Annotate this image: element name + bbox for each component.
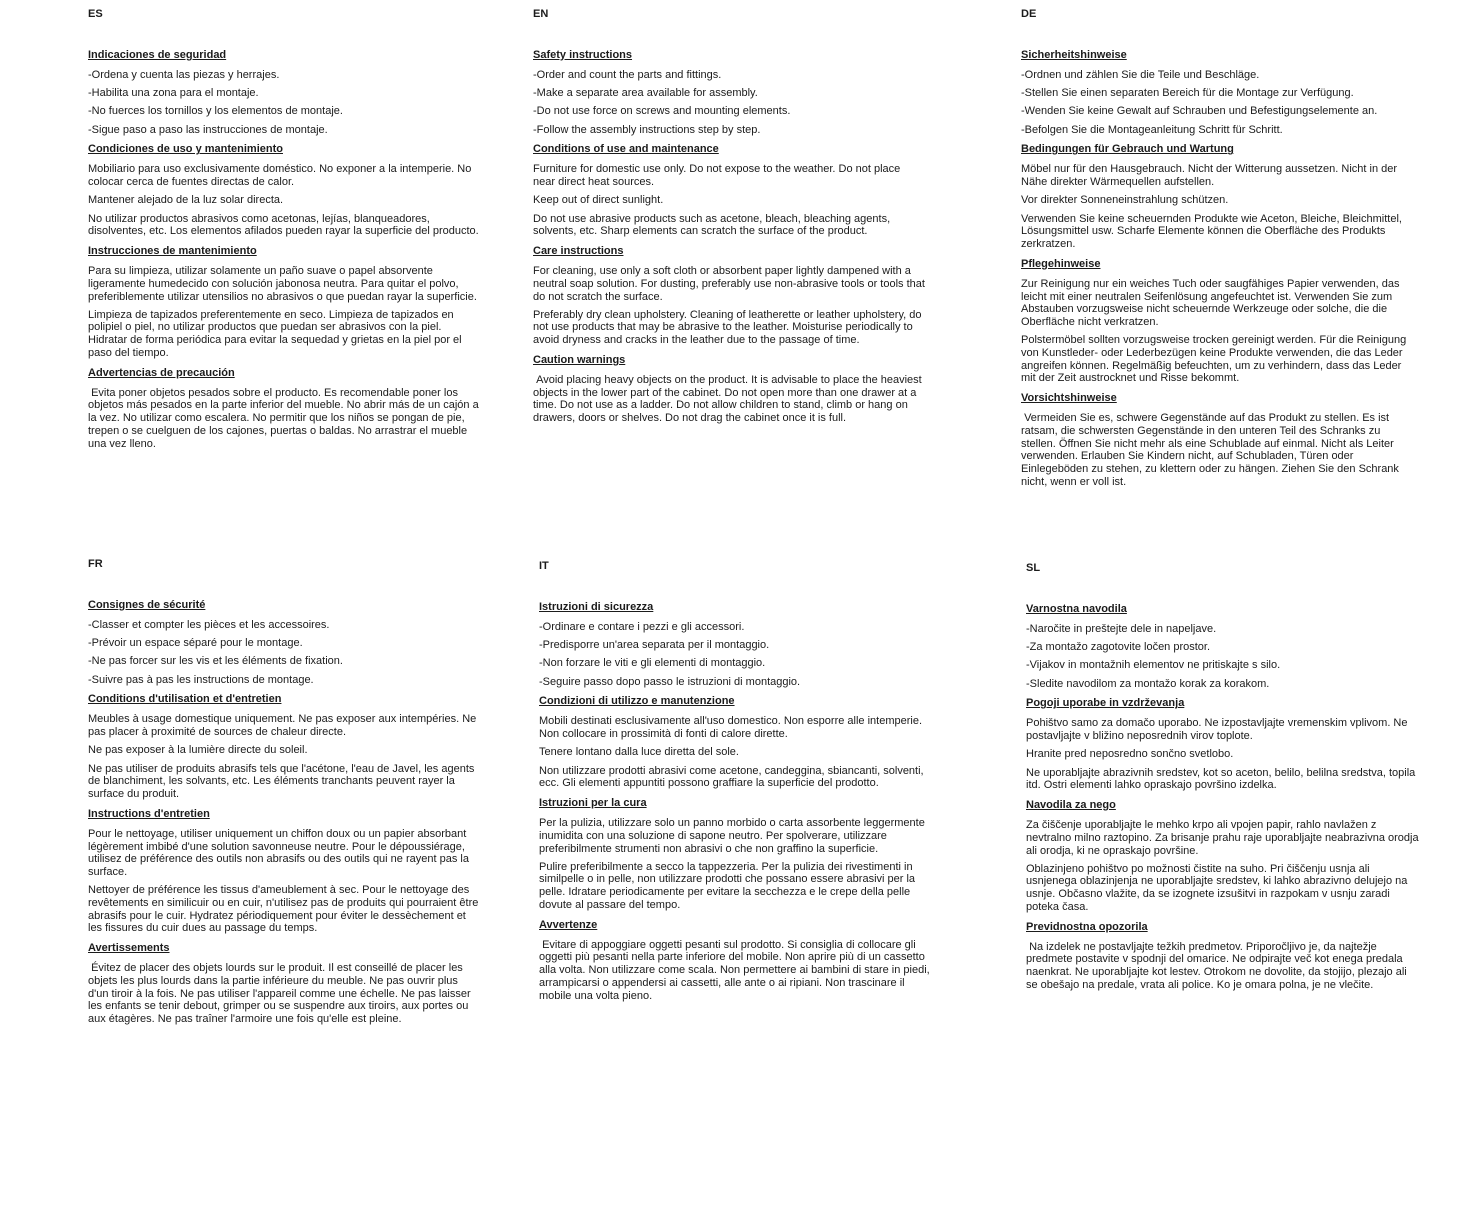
lang-section-sl	[1026, 562, 1420, 997]
body-paragraph: Non utilizzare prodotti abrasivi come acetone, candeggina, sbiancanti, solventi, ecc. Gli elementi appuntiti possono graffiare la superficie del prodotto.	[539, 764, 927, 790]
body-paragraph: No utilizar productos abrasivos como acetonas, lejías, blanqueadores, disolventes, etc. Los elementos afilados pueden rayar la superficie del producto.	[88, 212, 479, 238]
section-heading: Caution warnings	[533, 353, 626, 366]
body-paragraph: Évitez de placer des objets lourds sur le produit. Il est conseillé de placer les objets les plus lourds dans la partie inférieure du meuble. Ne pas ouvrir plus d'un tiroir à la fois. Ne pas utiliser l'appareil comme une échelle. Ne pas laisser les enfants se tenir debout, grimper ou se suspendre aux tiroirs, aux portes ou aux étagères. Ne pas traîner l'armoire une fois qu'elle est pleine.	[88, 962, 474, 1025]
body-paragraph: Za čiščenje uporabljajte le mehko krpo ali vpojen papir, rahlo navlažen z nevtralno milno raztopino. Za brisanje prahu raje uporabljajte neabrazivna orodja ali orodja, ki ne opraskajo površine.	[1026, 819, 1422, 857]
body-paragraph: -No fuerces los tornillos y los elementos de montaje.	[88, 105, 343, 118]
body-paragraph: Na izdelek ne postavljajte težkih predmetov. Priporočljivo je, da najtežje predmete postavite v spodnji del omarice. Ne odpirajte več kot enega predala naenkrat. Ne uporabljajte kot lestev. Otrokom ne dovolite, da stojijo, plezajo ali se obešajo na predale, vrata ali police. Ko je omara polna, je ne vlečite.	[1026, 940, 1410, 991]
language-code-label: EN	[533, 8, 549, 20]
section-heading: Navodila za nego	[1026, 798, 1116, 811]
section-heading: Avertissements	[88, 941, 170, 954]
lang-section-de	[1021, 8, 1415, 494]
body-paragraph: -Za montažo zagotovite ločen prostor.	[1026, 641, 1211, 654]
body-paragraph: Do not use abrasive products such as acetone, bleach, bleaching agents, solvents, etc. Sharp elements can scratch the surface of the product.	[533, 212, 894, 238]
body-paragraph: -Do not use force on screws and mounting elements.	[533, 105, 791, 118]
section-heading: Avvertenze	[539, 918, 598, 931]
body-paragraph: Furniture for domestic use only. Do not expose to the weather. Do not place near direct heat sources.	[533, 163, 904, 189]
language-code-label: IT	[539, 560, 549, 572]
body-paragraph: Vermeiden Sie es, schwere Gegenstände auf das Produkt zu stellen. Es ist ratsam, die schwersten Gegenstände in den unteren Teil des Schranks zu stellen. Öffnen Sie nicht mehr als eine Schublade auf einmal. Nicht als Leiter verwenden. Erlauben Sie Kindern nicht, auf Schubladen, Türen oder Einlegeböden zu stehen, zu klettern oder zu hängen. Ziehen Sie den Schrank nicht, wenn er voll ist.	[1021, 412, 1402, 488]
body-paragraph: -Prévoir un espace séparé pour le montage.	[88, 637, 303, 650]
language-code-label: SL	[1026, 562, 1041, 574]
section-heading: Varnostna navodila	[1026, 602, 1127, 615]
body-paragraph: Per la pulizia, utilizzare solo un panno morbido o carta assorbente leggermente inumidita con una soluzione di sapone neutro. Per spolverare, utilizzare preferibilmente strumenti non abrasivi o che non graffino la superficie.	[539, 817, 928, 855]
lang-section-fr	[88, 558, 480, 1031]
body-paragraph: Mobiliario para uso exclusivamente doméstico. No exponer a la intemperie. No colocar cerca de fuentes directas de calor.	[88, 163, 475, 189]
body-paragraph: -Sledite navodilom za montažo korak za korakom.	[1026, 677, 1270, 690]
section-heading: Vorsichtshinweise	[1021, 391, 1117, 404]
body-paragraph: Keep out of direct sunlight.	[533, 194, 664, 207]
section-heading: Instructions d'entretien	[88, 807, 210, 820]
section-heading: Istruzioni di sicurezza	[539, 600, 654, 613]
body-paragraph: Möbel nur für den Hausgebrauch. Nicht der Witterung aussetzen. Nicht in der Nähe direkter Wärmequellen aufstellen.	[1021, 163, 1401, 189]
body-paragraph: Limpieza de tapizados preferentemente en seco. Limpieza de tapizados en polipiel o piel, no utilizar productos que puedan ser abrasivos con la piel. Hidratar de forma periódica para evitar la sequedad y grietas en la piel por el paso del tiempo.	[88, 308, 465, 359]
body-paragraph: Avoid placing heavy objects on the product. It is advisable to place the heaviest objects in the lower part of the cabinet. Do not open more than one drawer at a time. Do not use as a ladder. Do not allow children to stand, climb or hang on drawers, doors or shelves. Do not drag the cabinet once it is full.	[533, 374, 925, 425]
body-paragraph: -Vijakov in montažnih elementov ne pritiskajte s silo.	[1026, 659, 1281, 672]
body-paragraph: -Order and count the parts and fittings.	[533, 68, 722, 81]
lang-section-en	[533, 8, 929, 430]
section-heading: Pogoji uporabe in vzdrževanja	[1026, 697, 1185, 710]
language-code-label: ES	[88, 8, 103, 20]
section-heading: Care instructions	[533, 244, 624, 257]
body-paragraph: Para su limpieza, utilizar solamente un paño suave o papel absorvente ligeramente humedecido con solución jabonosa neutra. Para quitar el polvo, preferiblemente utilizar utensilios no abrasivos o que puedan rayar la superficie.	[88, 265, 477, 303]
section-heading: Conditions of use and maintenance	[533, 143, 719, 156]
body-paragraph: Evitare di appoggiare oggetti pesanti sul prodotto. Si consiglia di collocare gli oggetti più pesanti nella parte inferiore del mobile. Non aprire più di un cassetto alla volta. Non utilizzare come scala. Non permettere ai bambini di stare in piedi, arrampicarsi o appendersi ai cassetti, alle ante o ai ripiani. Non trascinare il mobile una volta pieno.	[539, 938, 933, 1002]
body-paragraph: -Suivre pas à pas les instructions de montage.	[88, 673, 314, 686]
body-paragraph: -Stellen Sie einen separaten Bereich für die Montage zur Verfügung.	[1021, 87, 1354, 100]
lang-section-es	[88, 8, 480, 456]
body-paragraph: Nettoyer de préférence les tissus d'ameublement à sec. Pour le nettoyage des revêtements en similicuir ou en cuir, n'utilisez pas de produits qui pourraient être abrasifs pour le cuir. Hydratez périodiquement pour éviter le dessèchement et les fissures du cuir dues au passage du temps.	[88, 884, 482, 935]
body-paragraph: -Predisporre un'area separata per il montaggio.	[539, 639, 770, 652]
section-heading: Condiciones de uso y mantenimiento	[88, 143, 283, 156]
body-paragraph: -Wenden Sie keine Gewalt auf Schrauben und Befestigungselemente an.	[1021, 105, 1378, 118]
body-paragraph: -Habilita una zona para el montaje.	[88, 87, 259, 100]
section-heading: Indicaciones de seguridad	[88, 48, 227, 61]
body-paragraph: Pour le nettoyage, utiliser uniquement un chiffon doux ou un papier absorbant légèrement imbibé d'une solution savonneuse neutre. Pour le dépoussiérage, utilisez de préférence des outils non abrasifs ou des outils qui ne rayent pas la surface.	[88, 827, 473, 878]
body-paragraph: Pohištvo samo za domačo uporabo. Ne izpostavljajte vremenskim vplivom. Ne postavljajte v bližino neposrednih virov toplote.	[1026, 717, 1411, 743]
body-paragraph: -Ordnen und zählen Sie die Teile und Beschläge.	[1021, 68, 1260, 81]
body-paragraph: -Follow the assembly instructions step by step.	[533, 123, 761, 136]
body-paragraph: -Make a separate area available for assembly.	[533, 87, 758, 100]
body-paragraph: Evita poner objetos pesados sobre el producto. Es recomendable poner los objetos más pesados en la parte inferior del mueble. No abrir más de un cajón a la vez. No utilizar como escalera. No permitir que los niños se pongan de pie, trepen o se cuelguen de los cajones, puertas o baldas. No arrastrar el mueble una vez lleno.	[88, 386, 482, 450]
section-heading: Previdnostna opozorila	[1026, 920, 1148, 933]
body-paragraph: -Ne pas forcer sur les vis et les éléments de fixation.	[88, 655, 343, 668]
body-paragraph: Vor direkter Sonneneinstrahlung schützen.	[1021, 194, 1229, 207]
section-heading: Conditions d'utilisation et d'entretien	[88, 693, 282, 706]
section-heading: Safety instructions	[533, 48, 633, 61]
section-heading: Bedingungen für Gebrauch und Wartung	[1021, 143, 1234, 156]
body-paragraph: Ne pas exposer à la lumière directe du soleil.	[88, 744, 308, 757]
body-paragraph: Zur Reinigung nur ein weiches Tuch oder saugfähiges Papier verwenden, das leicht mit einer neutralen Seifenlösung angefeuchtet ist. Verwenden Sie zum Abstauben vorzugsweise nicht scheuernde Werkzeuge oder solche, die die Oberfläche nicht verkratzen.	[1021, 277, 1403, 328]
language-code-label: DE	[1021, 8, 1037, 20]
language-code-label: FR	[88, 558, 103, 570]
section-heading: Sicherheitshinweise	[1021, 48, 1127, 61]
section-heading: Consignes de sécurité	[88, 598, 206, 611]
body-paragraph: -Classer et compter les pièces et les accessoires.	[88, 618, 330, 631]
section-heading: Advertencias de precaución	[88, 366, 235, 379]
body-paragraph: Meubles à usage domestique uniquement. Ne pas exposer aux intempéries. Ne pas placer à proximité de sources de chaleur directe.	[88, 713, 480, 739]
body-paragraph: Ne uporabljajte abrazivnih sredstev, kot so aceton, belilo, belilna sredstva, topila itd. Ostri elementi lahko opraskajo površino izdelka.	[1026, 766, 1419, 792]
body-paragraph: Mobili destinati esclusivamente all'uso domestico. Non esporre alle intemperie. Non collocare in prossimità di fonti di calore dirette.	[539, 715, 926, 741]
body-paragraph: Oblazinjeno pohištvo po možnosti čistite na suho. Pri čiščenju usnja ali usnjenega oblazinjenja ne uporabljajte sredstev, ki lahko abrazivno delujejo na usnje. Občasno vlažite, da se izognete izsušitvi in razpokam v usnju zaradi poteka časa.	[1026, 862, 1411, 913]
body-paragraph: -Sigue paso a paso las instrucciones de montaje.	[88, 123, 328, 136]
section-heading: Instrucciones de mantenimiento	[88, 244, 257, 257]
body-paragraph: -Seguire passo dopo passo le istruzioni di montaggio.	[539, 675, 801, 688]
body-paragraph: For cleaning, use only a soft cloth or absorbent paper lightly dampened with a neutral soap solution. For dusting, preferably use non-abrasive tools or tools that do not scratch the surface.	[533, 265, 929, 303]
body-paragraph: Tenere lontano dalla luce diretta del sole.	[539, 746, 739, 759]
section-heading: Istruzioni per la cura	[539, 796, 647, 809]
body-paragraph: -Befolgen Sie die Montageanleitung Schritt für Schritt.	[1021, 123, 1283, 136]
body-paragraph: Pulire preferibilmente a secco la tappezzeria. Per la pulizia dei rivestimenti in similpelle o in pelle, non utilizzare prodotti che possano essere abrasivi per la pelle. Idratare periodicamente per evitare la secchezza e le crepe della pelle dovute al passare del tempo.	[539, 860, 919, 911]
body-paragraph: -Ordinare e contare i pezzi e gli accessori.	[539, 620, 745, 633]
body-paragraph: Verwenden Sie keine scheuernden Produkte wie Aceton, Bleiche, Bleichmittel, Lösungsmittel usw. Scharfe Elemente können die Oberfläche des Produkts zerkratzen.	[1021, 212, 1406, 250]
body-paragraph: -Naročite in preštejte dele in napeljave.	[1026, 622, 1217, 635]
body-paragraph: -Non forzare le viti e gli elementi di montaggio.	[539, 657, 766, 670]
section-heading: Pflegehinweise	[1021, 257, 1101, 270]
body-paragraph: Preferably dry clean upholstery. Cleaning of leatherette or leather upholstery, do not use products that may be abrasive to the leather. Moisturise periodically to avoid dryness and cracks in the leather due to the passage of time.	[533, 308, 925, 347]
body-paragraph: Mantener alejado de la luz solar directa.	[88, 194, 284, 207]
section-heading: Condizioni di utilizzo e manutenzione	[539, 695, 735, 708]
body-paragraph: -Ordena y cuenta las piezas y herrajes.	[88, 68, 280, 81]
body-paragraph: Hranite pred neposredno sončno svetlobo.	[1026, 748, 1234, 761]
body-paragraph: Polstermöbel sollten vorzugsweise trocken gereinigt werden. Für die Reinigung von Kunstleder- oder Lederbezügen keine Produkte verwenden, die das Leder angreifen können. Regelmäßig befeuchten, um zu verhindern, dass das Leder mit der Zeit austrocknet und Risse bekommt.	[1021, 334, 1410, 385]
body-paragraph: Ne pas utiliser de produits abrasifs tels que l'acétone, l'eau de Javel, les agents de blanchiment, les solvants, etc. Les éléments tranchants peuvent rayer la surface du produit.	[88, 762, 478, 800]
lang-section-it	[539, 560, 931, 1008]
